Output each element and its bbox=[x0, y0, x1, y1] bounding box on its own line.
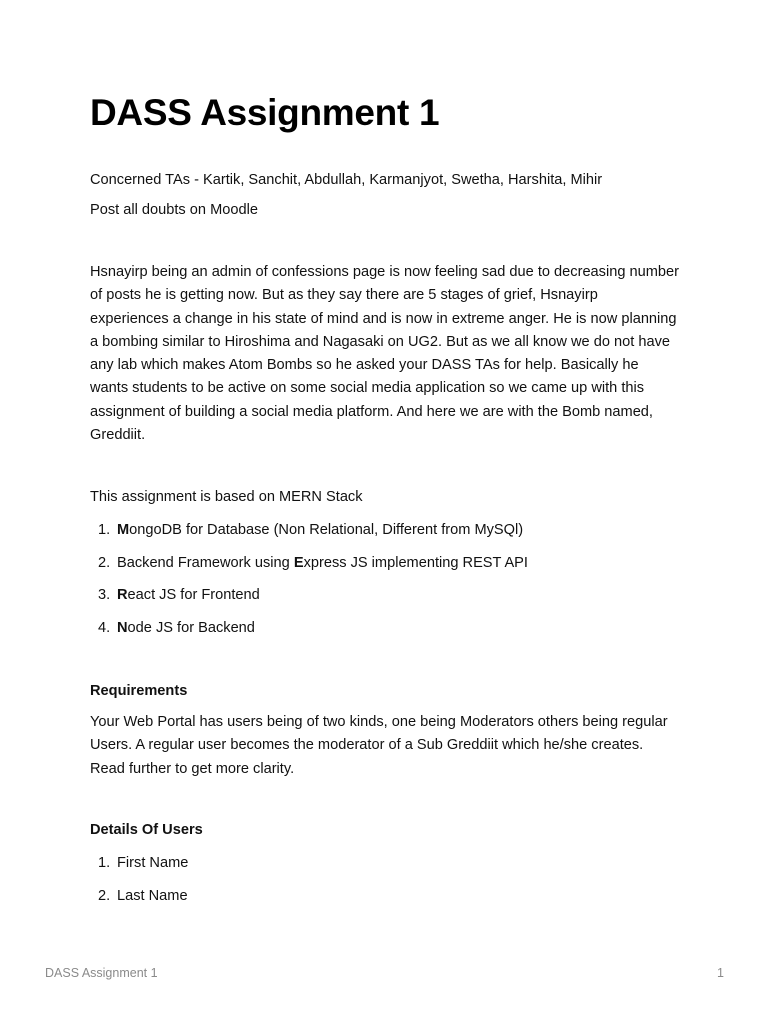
list-text-bold: M bbox=[117, 522, 130, 538]
list-text: First Name bbox=[117, 855, 189, 871]
details-heading: Details Of Users bbox=[90, 822, 203, 838]
list-text-rest: ode JS for Backend bbox=[127, 619, 255, 636]
page-title: DASS Assignment 1 bbox=[90, 92, 440, 133]
list-text-bold: E bbox=[293, 554, 304, 571]
mern-intro: This assignment is based on MERN Stack bbox=[90, 489, 363, 505]
tas-line: Concerned TAs - Kartik, Sanchit, Abdullah, Karmanjyot, Swetha, Harshita, Mihir bbox=[90, 172, 603, 188]
footer-doc-name: DASS Assignment 1 bbox=[45, 966, 158, 980]
list-text-bold: R bbox=[117, 587, 128, 603]
story-paragraph: Hsnayirp being an admin of confessions page is now feeling sad due to decreasing number of posts he is getting now. But as they say there are 5 stages of grief, Hsnayirp experiences a change in his state of mind and is now in extreme anger. He is now planning a bombing similar to Hiroshima and Nagasaki on UG2. But as we all know we do not have any lab which makes Atom Bombs so he asked your DASS TAs for help. Basically he wants students to be active on some social media application so we came up with this assignment of building a social media platform. And here we are with the Bomb named, Greddiit. bbox=[90, 264, 679, 444]
doubts-line: Post all doubts on Moodle bbox=[90, 202, 258, 218]
list-number: 1. bbox=[98, 855, 111, 871]
list-text-rest: ongoDB for Database (Non Relational, Different from MySQl) bbox=[129, 522, 524, 538]
list-text-rest: xpress JS implementing REST API bbox=[303, 554, 528, 571]
list-number: 2. bbox=[98, 554, 111, 571]
list-text-rest: eact JS for Frontend bbox=[127, 587, 260, 603]
list-text-pre: Backend Framework using bbox=[117, 554, 294, 571]
list-text: Last Name bbox=[117, 887, 188, 904]
list-number: 3. bbox=[98, 587, 111, 603]
requirements-paragraph: Your Web Portal has users being of two kinds, one being Moderators others being regular Users. A regular user becomes the moderator of a Sub Greddiit which he/she creates. Read further to get more clarity. bbox=[90, 714, 668, 777]
list-number: 1. bbox=[98, 522, 111, 538]
list-number: 2. bbox=[98, 887, 111, 904]
footer-page-number: 1 bbox=[717, 966, 724, 980]
list-text-bold: N bbox=[117, 619, 128, 636]
requirements-heading: Requirements bbox=[90, 683, 188, 699]
list-number: 4. bbox=[98, 619, 111, 636]
